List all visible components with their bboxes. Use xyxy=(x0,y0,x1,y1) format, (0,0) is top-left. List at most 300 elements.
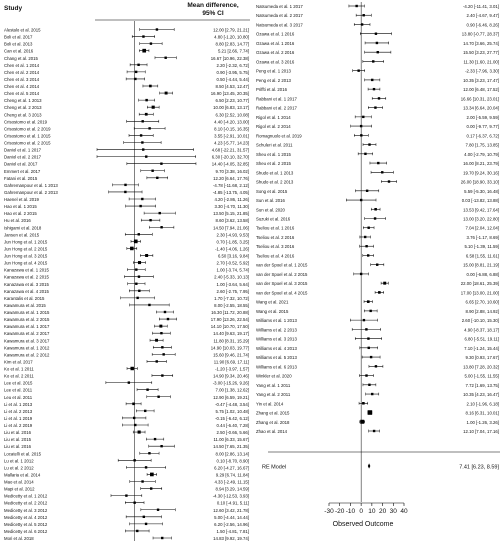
study-label: Mapi et al. 2012 xyxy=(4,486,35,492)
effect-ci-text: 0.90 [-3.95, 5.75] xyxy=(216,69,249,75)
effect-ci-text: 1.00 [-3.74, 5.74] xyxy=(216,267,249,273)
point-estimate xyxy=(144,410,146,412)
study-label: Kanazawa et al. 4 2015 xyxy=(4,288,49,294)
study-label: Tseliou et al. 2 2016 xyxy=(256,234,295,240)
point-estimate xyxy=(374,208,377,211)
left-study-row xyxy=(4,444,249,449)
left-study-row xyxy=(4,169,249,174)
study-label: Li et al. 1 2013 xyxy=(4,401,33,407)
effect-ci-text: 7.80 [1.75, 13.85] xyxy=(465,142,499,148)
point-estimate xyxy=(367,300,370,303)
right-study-row xyxy=(256,364,499,369)
point-estimate xyxy=(136,297,138,299)
right-study-row xyxy=(256,346,499,351)
left-study-row xyxy=(4,515,249,520)
point-estimate xyxy=(375,365,377,367)
right-study-row xyxy=(256,235,499,240)
study-label: Kawamura et al. 1 2015 xyxy=(4,310,50,315)
point-estimate xyxy=(142,35,144,37)
effect-ci-text: 14.50 [7.65, 21.35] xyxy=(213,444,249,450)
effect-ci-text: 14.90 [10.03, 19.77] xyxy=(210,345,249,351)
study-label: Lu et al. 2 2012 xyxy=(4,465,34,471)
point-estimate xyxy=(367,227,369,229)
left-study-row xyxy=(4,296,249,301)
left-study-row xyxy=(4,155,249,160)
study-label: Williams et al. 3 2013 xyxy=(256,336,297,342)
effect-ci-text: 2.00 [-5.59, 9.59] xyxy=(466,114,499,120)
point-estimate xyxy=(132,403,135,406)
effect-ci-text: 11.80 [8.31, 15.29] xyxy=(213,338,249,344)
right-study-row xyxy=(256,309,499,314)
point-estimate xyxy=(368,410,373,415)
point-estimate xyxy=(155,339,158,342)
effect-ci-text: 16.66 [10.31, 23.01] xyxy=(460,96,499,102)
effect-ci-text: 1.00 [-3.64, 5.64] xyxy=(216,281,249,287)
point-estimate xyxy=(388,180,390,182)
study-label: Karantalis et al. 2015 xyxy=(4,295,45,301)
point-estimate xyxy=(160,162,162,164)
point-estimate xyxy=(143,516,145,518)
left-study-row xyxy=(4,197,249,202)
left-study-row xyxy=(4,331,249,336)
point-estimate xyxy=(156,177,158,179)
effect-ci-text: 6.58 [1.55, 11.61] xyxy=(465,253,499,259)
point-estimate xyxy=(152,106,155,109)
point-estimate xyxy=(138,233,140,235)
effect-ci-text: 4.00 [-2.79, 10.79] xyxy=(464,151,499,157)
point-estimate xyxy=(364,236,366,238)
study-label: Natsumeda et al. 1 2017 xyxy=(256,4,303,9)
left-study-row xyxy=(4,35,249,40)
effect-ci-text: 3.55 [-2.91, 10.01] xyxy=(214,133,249,139)
study-label: Ishigami et al. 2018 xyxy=(4,225,42,231)
point-estimate xyxy=(160,226,162,228)
study-label: Daniol et al. 2 2017 xyxy=(4,154,42,160)
left-study-row xyxy=(4,218,249,223)
left-study-row xyxy=(4,324,249,329)
left-study-row xyxy=(4,225,249,230)
left-study-row xyxy=(4,246,249,251)
effect-ci-text: 2.60 [-10.10, 15.30] xyxy=(461,318,499,324)
x-tick-label: 20 xyxy=(378,508,387,515)
effect-ci-text: 4.90 [-8.37, 18.17] xyxy=(464,327,499,333)
point-estimate xyxy=(370,356,372,358)
effect-ci-text: 8.10 [-0.15, 16.35] xyxy=(214,126,249,132)
effect-column-header-line1: Mean difference, xyxy=(187,2,239,9)
left-study-row xyxy=(4,465,249,470)
effect-ci-text: 4.23 [-5.77, 14.23] xyxy=(214,140,249,146)
effect-ci-text: 16.90 [13.45, 20.35] xyxy=(210,91,249,97)
point-estimate xyxy=(363,319,365,321)
right-study-row xyxy=(256,198,499,203)
study-label: Crisostomo et al. 2019 xyxy=(4,119,47,125)
summary-diamond xyxy=(368,463,371,468)
left-study-row xyxy=(4,536,249,541)
effect-ci-text: 22.00 [18.61, 25.39] xyxy=(460,281,499,287)
right-study-row xyxy=(256,78,499,83)
left-study-row xyxy=(4,183,249,188)
study-label: Mallaria et al. 2014 xyxy=(4,472,41,478)
study-label: Song et al. 2015 xyxy=(256,188,288,194)
left-study-row xyxy=(4,501,249,506)
effect-ci-text: 11.00 [6.33, 15.67] xyxy=(213,437,249,443)
point-estimate xyxy=(368,347,370,349)
effect-ci-text: -4.85 [-13.75, 4.05] xyxy=(212,189,249,195)
study-label: van der Spoel et al. 3 2015 xyxy=(256,281,308,287)
effect-ci-text: 8.94 [3.29, 14.59] xyxy=(215,486,249,492)
point-estimate xyxy=(138,431,141,434)
effect-ci-text: 2.40 [-4.67, 9.47] xyxy=(466,13,499,19)
study-label: Yang et al. 1 2011 xyxy=(256,382,291,388)
effect-ci-text: 14.40 [9.63, 19.17] xyxy=(213,331,249,337)
point-estimate xyxy=(146,388,148,390)
point-estimate xyxy=(160,332,162,334)
left-study-row xyxy=(4,289,249,294)
left-study-row xyxy=(4,141,249,146)
study-label: Hu et al. 2016 xyxy=(4,218,31,224)
effect-ci-text: 1.50 [-4.81, 7.81] xyxy=(216,528,249,534)
study-label: Natsumeda et al. 2 2017 xyxy=(256,13,303,19)
study-label: Kawamura et al. 2 2015 xyxy=(4,317,50,323)
effect-ci-text: 3.30 [-4.70, 11.30] xyxy=(214,204,249,210)
point-estimate xyxy=(360,125,362,127)
left-study-row xyxy=(4,402,249,407)
effect-ci-text: 4.68 [-22.21, 31.57] xyxy=(211,147,249,153)
effect-ci-text: 2.30 [-4.93, 9.53] xyxy=(216,232,249,238)
right-study-row xyxy=(256,253,499,258)
point-estimate xyxy=(139,205,141,207)
right-study-row xyxy=(256,327,499,332)
study-label: Medicetty et al. 4 2012 xyxy=(4,514,48,520)
effect-ci-text: 17.00 [13.00, 21.00] xyxy=(460,290,499,296)
point-estimate xyxy=(134,240,138,244)
effect-ci-text: 6.65 [2.70, 10.60] xyxy=(465,299,499,305)
point-estimate xyxy=(371,79,373,81)
right-study-row xyxy=(256,50,499,55)
study-label: Daniol et al. 1 2017 xyxy=(4,147,42,153)
effect-ci-text: 13.80 [-0.77, 28.37] xyxy=(461,31,499,37)
effect-ci-text: 13.50 [5.15, 21.85] xyxy=(213,211,249,217)
left-study-row xyxy=(4,430,249,435)
study-label: Romagnuolo et al. 2019 xyxy=(256,133,302,139)
point-estimate xyxy=(361,23,363,25)
left-study-row xyxy=(4,42,249,47)
study-label: Mori et al. 2018 xyxy=(4,536,34,541)
left-study-row xyxy=(4,310,249,315)
x-axis xyxy=(324,503,408,515)
study-label: Crisostomo et al. 2 2015 xyxy=(4,140,51,146)
effect-ci-text: 14.83 [9.92, 19.74] xyxy=(213,536,249,541)
point-estimate xyxy=(142,49,146,53)
study-label: Gahremanpour et al. 2 2013 xyxy=(4,189,58,195)
study-label: Jun Hong et al. 1 2015 xyxy=(4,239,48,245)
study-label: Rabbani et al. 2 2017 xyxy=(256,105,297,111)
right-study-row xyxy=(256,59,499,64)
study-label: Schuleri et al. 2011 xyxy=(256,142,293,148)
point-estimate xyxy=(374,217,376,219)
point-estimate xyxy=(134,78,136,80)
left-study-row xyxy=(4,480,249,485)
point-estimate xyxy=(137,64,139,66)
study-label: Medicetty et al. 3 2012 xyxy=(4,507,48,513)
x-tick-label: -10 xyxy=(345,508,356,515)
point-estimate xyxy=(374,106,376,108)
effect-ci-text: -4.30 [-12.53, 3.93] xyxy=(212,493,249,499)
right-study-row xyxy=(256,115,499,120)
left-study-row xyxy=(4,98,249,103)
effect-ci-text: 5.10 [-1.39, 11.59] xyxy=(464,244,499,250)
left-study-row xyxy=(4,77,249,82)
study-label: Haenel et al. 2019 xyxy=(4,197,39,202)
point-estimate xyxy=(141,198,143,200)
right-study-row xyxy=(256,133,499,138)
study-label: Boli et al. 2013 xyxy=(4,41,33,47)
effect-ci-text: -2.33 [-7.96, 3.30] xyxy=(465,68,499,74)
effect-ci-text: 14.10 [10.70, 17.50] xyxy=(210,324,249,330)
x-tick-label: -30 xyxy=(324,508,334,515)
point-estimate xyxy=(136,530,138,532)
left-study-row xyxy=(4,148,249,153)
study-label: Fatani et al. 2015 xyxy=(4,175,38,181)
left-study-row xyxy=(4,91,249,96)
right-study-row xyxy=(256,124,499,129)
effect-ci-text: 14.90 [9.34, 20.46] xyxy=(213,373,249,379)
effect-ci-text: 2.60 [-2.75, 7.95] xyxy=(216,288,249,294)
point-estimate xyxy=(124,191,126,193)
study-label: Winkler et al. 2020 xyxy=(256,373,292,379)
left-study-row xyxy=(4,317,249,322)
left-study-row xyxy=(4,395,249,400)
effect-ci-text: 13.34 [6.64, 20.04] xyxy=(463,105,499,111)
point-estimate xyxy=(371,393,373,395)
point-estimate xyxy=(145,113,148,116)
study-label: Cheng et al. 3 2013 xyxy=(4,112,42,118)
point-estimate xyxy=(360,199,362,201)
left-study-row xyxy=(4,345,249,350)
study-label: Boli et al. 2017 xyxy=(4,34,33,40)
right-study-row xyxy=(256,392,499,397)
right-forest-panel xyxy=(256,2,500,528)
effect-ci-text: 7.00 [1.38, 12.62] xyxy=(215,387,249,393)
study-label: Kanazawa et al. 2 2015 xyxy=(4,274,49,280)
study-label: Natsumeda et al. 3 2017 xyxy=(256,22,303,28)
x-tick-label: -20 xyxy=(335,508,345,515)
point-estimate xyxy=(375,33,377,35)
point-estimate xyxy=(149,85,152,88)
point-estimate xyxy=(138,275,140,277)
study-label: Li et al. 1 2019 xyxy=(4,415,33,421)
effect-ci-text: 0.10 [-8.70, 8.90] xyxy=(216,458,249,464)
effect-ci-text: 8.00 [2.86, 13.14] xyxy=(215,451,249,457)
study-label: Kawamura et al. 3 2017 xyxy=(4,338,50,344)
study-label: Chen et al. 5 2014 xyxy=(4,91,40,97)
point-estimate xyxy=(162,353,164,355)
effect-ci-text: 4.40 [-4.20, 13.00] xyxy=(214,119,249,125)
left-study-row xyxy=(4,28,249,33)
right-study-row xyxy=(256,383,499,388)
point-estimate xyxy=(367,337,369,339)
left-study-row xyxy=(4,268,249,273)
left-study-row xyxy=(4,472,249,477)
left-study-row xyxy=(4,190,249,195)
effect-ci-text: 12.10 [7.04, 17.16] xyxy=(463,429,499,434)
study-label: Tseliou et al. 3 2016 xyxy=(256,244,295,250)
right-study-row xyxy=(256,281,499,286)
effect-ci-text: 6.20 [-2.56, 14.96] xyxy=(214,521,249,527)
point-estimate xyxy=(150,42,152,44)
point-estimate xyxy=(167,318,169,320)
point-estimate xyxy=(376,42,378,44)
effect-ci-text: 12.20 [6.64, 17.76] xyxy=(213,175,249,181)
study-label: Medicetty et al. 1 2012 xyxy=(4,493,48,499)
point-estimate xyxy=(145,155,147,157)
study-label: Yang et al. 2 2011 xyxy=(256,392,291,398)
study-label: Peng et al. 1 2013 xyxy=(256,68,291,74)
left-study-row xyxy=(4,282,249,287)
left-study-row xyxy=(4,367,249,372)
effect-ci-text: 12.60 [3.42, 21.78] xyxy=(213,507,249,513)
right-study-row xyxy=(256,217,499,222)
study-label: Kawamura et al. 2 2012 xyxy=(4,352,50,358)
point-estimate xyxy=(377,162,379,164)
study-label: Zhang et al. 2018 xyxy=(256,419,290,425)
left-study-row xyxy=(4,388,249,393)
study-label: Chen et al. 4 2014 xyxy=(4,84,40,89)
point-estimate xyxy=(160,445,162,447)
effect-ci-text: 11.90 [6.69, 17.11] xyxy=(213,359,249,365)
point-estimate xyxy=(130,247,134,251)
point-estimate xyxy=(360,273,362,275)
effect-ci-text: 11.30 [1.60, 21.00] xyxy=(463,59,499,65)
effect-ci-text: 7.04 [2.04, 12.04] xyxy=(465,225,499,231)
right-study-row xyxy=(256,263,499,268)
left-study-row xyxy=(4,338,249,343)
point-estimate xyxy=(156,28,158,30)
point-estimate xyxy=(164,57,166,59)
study-label: Medicetty et al. 2 2012 xyxy=(4,500,48,506)
study-label: Kim et al. 2017 xyxy=(4,359,33,365)
point-estimate xyxy=(134,424,136,426)
left-study-row xyxy=(4,409,249,414)
point-estimate xyxy=(159,325,162,328)
study-label: Medicetty et al. 5 2012 xyxy=(4,521,48,527)
effect-ci-text: 19.70 [9.24, 30.16] xyxy=(463,170,499,176)
study-label: Cheng et al. 1 2013 xyxy=(4,98,42,104)
point-estimate xyxy=(148,452,150,454)
point-estimate xyxy=(363,14,365,16)
study-label: Rigol et al. 1 2014 xyxy=(256,114,291,120)
point-estimate xyxy=(377,51,379,53)
point-estimate xyxy=(373,88,375,90)
effect-ci-text: 0.03 [-13.82, 13.88] xyxy=(461,198,499,204)
study-label: Ko et al. 2 2011 xyxy=(4,373,34,379)
right-study-row xyxy=(256,374,499,379)
study-label: Kawamura et al. 1 2012 xyxy=(4,345,50,351)
effect-ci-text: 0.10 [-4.91, 5.11] xyxy=(216,500,249,506)
study-label: Ozawa et al. 1 2016 xyxy=(256,40,295,46)
effect-ci-text: 5.75 [1.02, 10.48] xyxy=(215,408,249,414)
effect-ci-text: 15.60 [9.46, 21.74] xyxy=(213,352,249,358)
study-label: Emmert et al. 2017 xyxy=(4,168,41,174)
point-estimate xyxy=(368,143,370,145)
effect-ci-text: 6.30 [2.52, 10.08] xyxy=(215,112,249,118)
effect-ci-text: 0.00 [-9.77, 9.77] xyxy=(466,124,499,130)
effect-ci-text: 6.80 [-5.51, 19.11] xyxy=(464,336,499,342)
effect-ci-text: 14.50 [7.94, 21.06] xyxy=(213,225,249,231)
effect-ci-text: 12.00 [2.79, 21.21] xyxy=(213,27,249,33)
effect-ci-text: 2.50 [-0.66, 5.66] xyxy=(216,430,249,436)
point-estimate xyxy=(138,290,140,292)
study-label: Liu et al. 2016 xyxy=(4,430,31,436)
right-study-row xyxy=(256,318,499,323)
point-estimate xyxy=(149,219,151,221)
x-tick-label: 0 xyxy=(359,508,363,515)
point-estimate xyxy=(133,417,135,419)
point-estimate xyxy=(165,92,168,95)
left-study-row xyxy=(4,126,249,131)
study-label: Tseliou et al. 4 2016 xyxy=(256,253,295,259)
study-label: Shudo et al. 1 2013 xyxy=(256,170,294,176)
left-study-row xyxy=(4,423,249,428)
point-estimate xyxy=(150,487,152,489)
point-estimate xyxy=(159,212,161,214)
effect-ci-text: 8.80 [2.83, 14.77] xyxy=(215,41,249,47)
left-study-row xyxy=(4,275,249,280)
point-estimate xyxy=(161,537,163,539)
effect-ci-text: 7.72 [1.69, 13.75] xyxy=(465,382,499,388)
point-estimate xyxy=(161,346,163,348)
effect-ci-text: -0.15 [-6.42, 6.12] xyxy=(215,415,249,421)
study-label: Daniol et al. 2017 xyxy=(4,161,38,167)
left-study-row xyxy=(4,133,249,138)
summary-label: RE Model xyxy=(262,464,287,471)
right-study-row xyxy=(256,401,499,406)
study-label: Alestalo et al. 2015 xyxy=(4,27,41,33)
study-label: Li et al. 2 2019 xyxy=(4,423,33,428)
effect-ci-text: 5.00 [-1.55, 11.55] xyxy=(464,373,499,379)
point-estimate xyxy=(145,254,148,257)
effect-ci-text: -1.40 [-4.06, 1.26] xyxy=(215,246,249,252)
point-estimate xyxy=(357,69,359,71)
effect-ci-text: 8.90 [2.88, 14.92] xyxy=(465,308,499,314)
effect-ci-text: 16.67 [10.96, 22.38] xyxy=(210,55,249,61)
effect-ci-text: 2.40 [-5.33, 10.13] xyxy=(214,274,249,280)
left-study-row xyxy=(4,261,249,266)
right-study-row xyxy=(256,13,499,18)
study-label: Yin et al. 2014 xyxy=(256,401,284,407)
point-estimate xyxy=(364,153,366,155)
study-label: Ko et al. 1 2011 xyxy=(4,366,34,372)
effect-ci-text: 5.21 [2.66, 7.74] xyxy=(217,48,249,54)
study-label: Mao et al. 2014 xyxy=(4,479,34,485)
right-study-row xyxy=(256,410,499,415)
study-label: Chang et al. 2015 xyxy=(4,55,38,61)
effect-ci-text: 13.80 [7.28, 20.32] xyxy=(463,364,499,370)
x-tick-label: 30 xyxy=(389,508,397,515)
point-estimate xyxy=(161,374,163,376)
point-estimate xyxy=(128,381,130,383)
point-estimate xyxy=(145,99,147,101)
right-study-row xyxy=(256,4,499,9)
right-study-row xyxy=(256,337,499,342)
study-label: Crisostomo et al. 1 2015 xyxy=(4,133,51,139)
study-label: Tseliou et al. 1 2016 xyxy=(256,225,295,231)
point-estimate xyxy=(148,304,150,306)
left-study-row xyxy=(4,487,249,492)
effect-ci-text: 0.70 [-1.85, 3.25] xyxy=(216,239,249,245)
effect-ci-text: 1.00 [-1.26, 3.26] xyxy=(466,419,499,425)
effect-ci-text: 0.00 [-6.88, 6.88] xyxy=(466,271,499,277)
